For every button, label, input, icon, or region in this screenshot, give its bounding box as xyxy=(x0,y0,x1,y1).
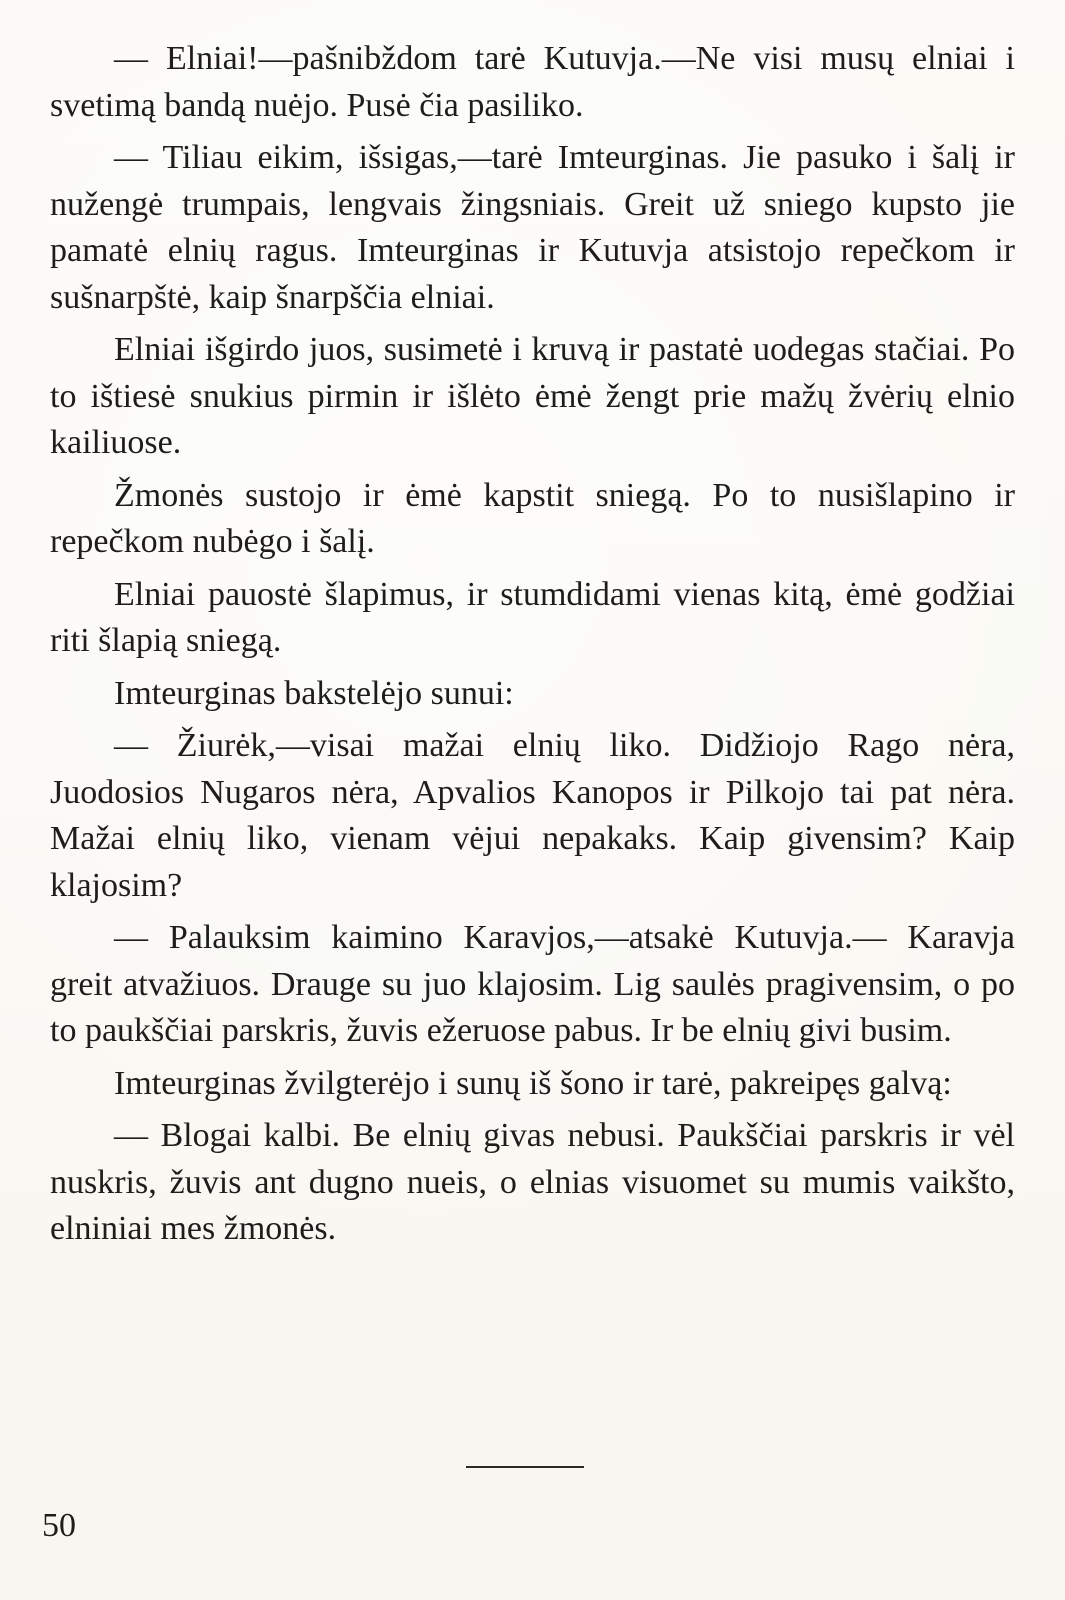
paragraph: — Žiurėk,—visai mažai elnių liko. Didžiojo Rago nėra, Juodosios Nugaros nėra, Apvalios Kanopos ir Pilkojo tai pat nėra. Mažai elnių liko, vienam vėjui nepakaks. Kaip givensim? Kaip klajosim? xyxy=(50,727,1015,904)
paragraph: Imteurginas žvilgterėjo i sunų iš šono ir tarė, pakreipęs galvą: xyxy=(114,1064,952,1102)
paragraph: Elniai išgirdo juos, susimetė i kruvą ir pastatė uodegas stačiai. Po to ištiesė snukius pirmin ir išlėto ėmė žengt prie mažų žvėrių elnio kailiuose. xyxy=(50,331,1015,461)
paragraph: Elniai pauostė šlapimus, ir stumdidami vienas kitą, ėmė godžiai riti šlapią sniegą. xyxy=(50,575,1015,659)
paragraph: Žmonės sustojo ir ėmė kapstit sniegą. Po to nusišlapino ir repečkom nubėgo i šalį. xyxy=(50,476,1015,560)
page-number: 50 xyxy=(42,1507,76,1544)
paragraph: — Elniai!—pašnibždom tarė Kutuvja.—Ne visi musų elniai i svetimą bandą nuėjo. Pusė čia pasiliko. xyxy=(50,40,1015,124)
paragraph: — Tiliau eikim, išsigas,—tarė Imteurginas. Jie pasuko i šalį ir nužengė trumpais, lengvais žingsniais. Greit už sniego kupsto jie pamatė elnių ragus. Imteurginas ir Kutuvja atsistojo repečkom ir sušnarpštė, kaip šnarpščia elniai. xyxy=(50,139,1015,316)
section-divider xyxy=(466,1466,584,1468)
paragraph: — Blogai kalbi. Be elnių givas nebusi. Paukščiai parskris ir vėl nuskris, žuvis ant dugno nueis, o elnias visuomet su mumis vaikšto, elniniai mes žmonės. xyxy=(50,1117,1015,1247)
paragraph: — Palauksim kaimino Karavjos,—atsakė Kutuvja.— Karavja greit atvažiuos. Drauge su juo klajosim. Lig saulės pragivensim, o po to paukščiai parskris, žuvis ežeruose pabus. Ir be elnių givi busim. xyxy=(50,919,1015,1049)
text-block xyxy=(50,36,1015,1259)
paragraph: Imteurginas bakstelėjo sunui: xyxy=(114,674,514,712)
